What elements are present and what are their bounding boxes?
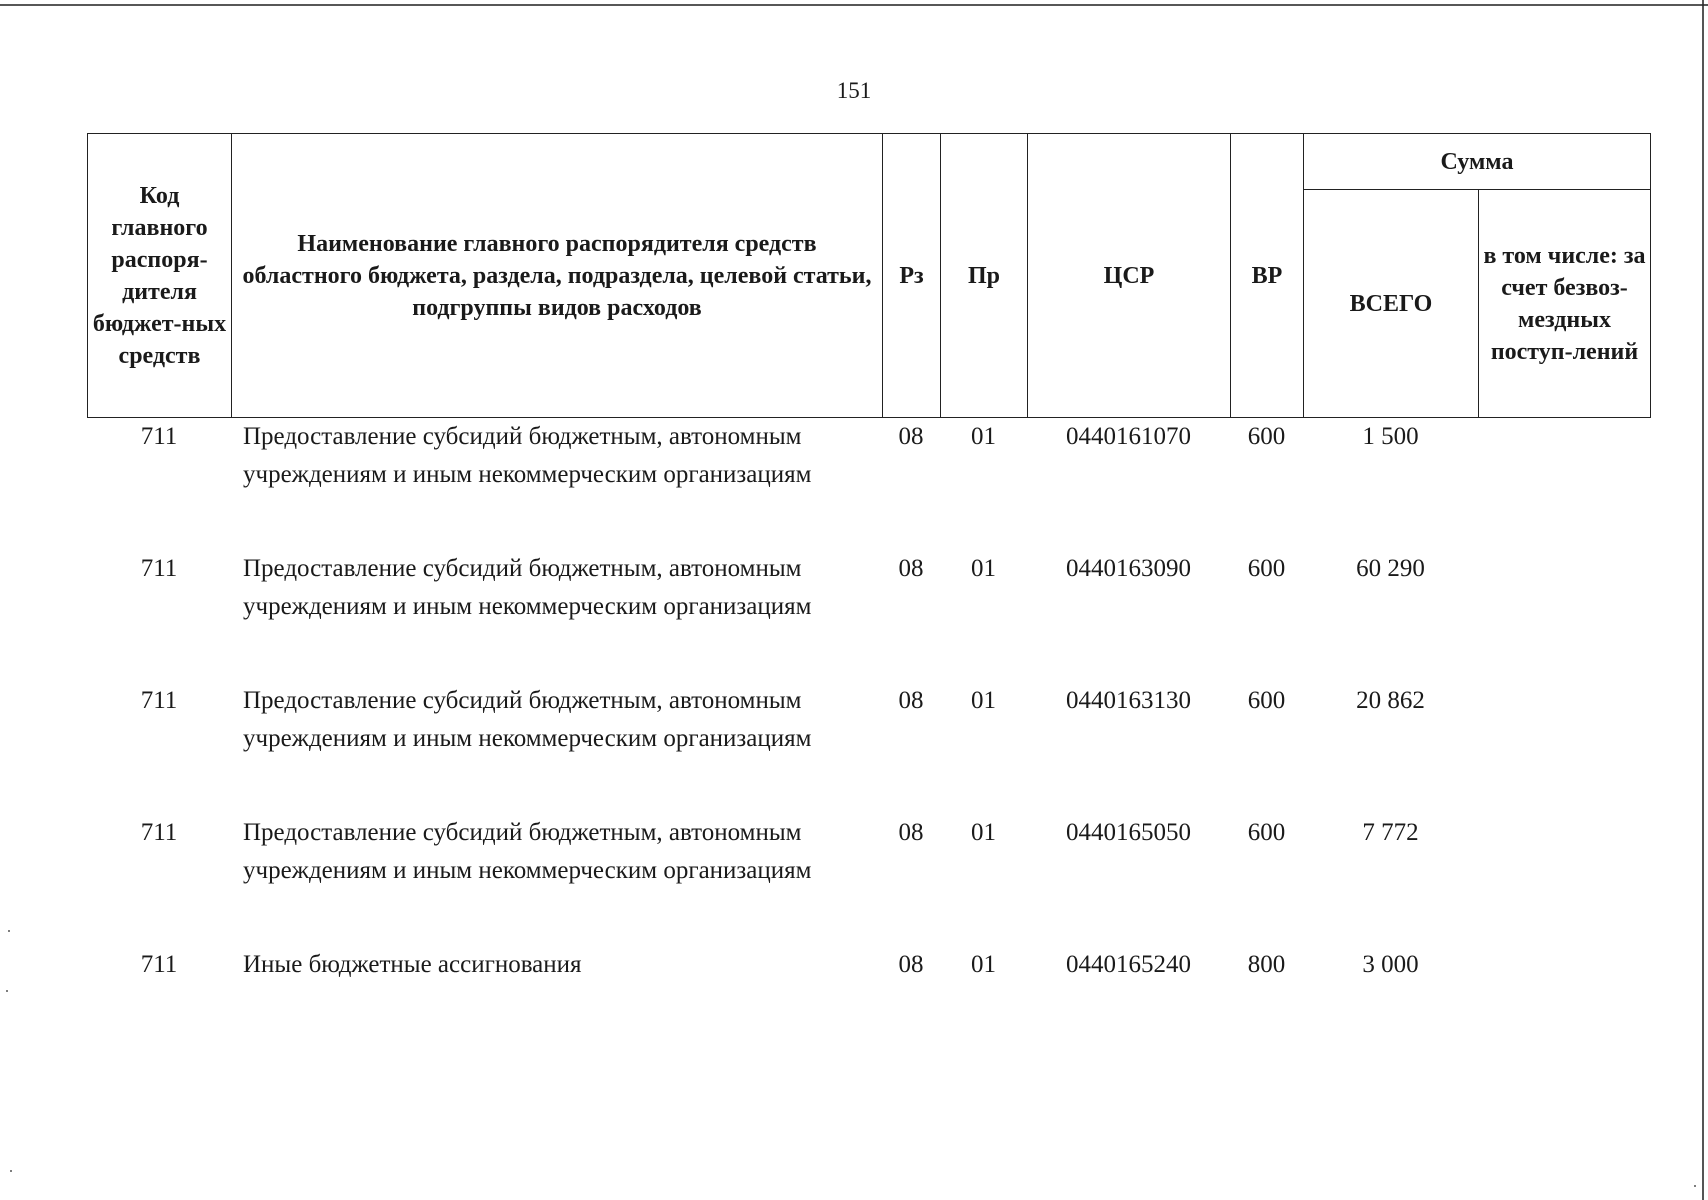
header-csr: ЦСР bbox=[1028, 134, 1231, 418]
cell-rz: 08 bbox=[898, 819, 924, 846]
cell-name: Предоставление субсидий бюджетным, автономным учреждениям и иным некоммерческим организациям bbox=[243, 819, 812, 884]
scan-border-top bbox=[0, 4, 1708, 6]
cell-csr: 0440163090 bbox=[1066, 555, 1191, 582]
header-sum: Сумма bbox=[1304, 134, 1651, 190]
header-rz: Рз bbox=[883, 134, 941, 418]
cell-name: Предоставление субсидий бюджетным, автономным учреждениям и иным некоммерческим организациям bbox=[243, 423, 812, 488]
header-pr: Пр bbox=[941, 134, 1028, 418]
cell-total: 60 290 bbox=[1356, 555, 1425, 582]
cell-pr: 01 bbox=[971, 951, 996, 978]
cell-csr: 0440161070 bbox=[1066, 423, 1191, 450]
cell-vr: 600 bbox=[1247, 555, 1286, 582]
table-row bbox=[87, 946, 1650, 1006]
cell-rz: 08 bbox=[898, 555, 924, 582]
cell-pr: 01 bbox=[971, 555, 996, 582]
table-header bbox=[87, 133, 1651, 418]
cell-total: 3 000 bbox=[1362, 951, 1419, 978]
scan-speck bbox=[1694, 1185, 1696, 1187]
cell-name: Предоставление субсидий бюджетным, автономным учреждениям и иным некоммерческим организациям bbox=[243, 555, 812, 620]
cell-csr: 0440163130 bbox=[1066, 687, 1191, 714]
cell-name: Предоставление субсидий бюджетным, автономным учреждениям и иным некоммерческим организациям bbox=[243, 687, 812, 752]
cell-pr: 01 bbox=[971, 423, 996, 450]
cell-rz: 08 bbox=[898, 951, 924, 978]
cell-csr: 0440165050 bbox=[1066, 819, 1191, 846]
header-vr: ВР bbox=[1231, 134, 1304, 418]
cell-vr: 600 bbox=[1247, 423, 1286, 450]
page-number: 151 bbox=[836, 78, 872, 103]
cell-code: 711 bbox=[140, 555, 178, 582]
header-free: в том числе: за счет безвоз-мездных поступ-лений bbox=[1479, 190, 1651, 418]
cell-code: 711 bbox=[140, 423, 178, 450]
cell-name: Иные бюджетные ассигнования bbox=[243, 951, 582, 978]
cell-pr: 01 bbox=[971, 687, 996, 714]
scan-border-right bbox=[1702, 0, 1704, 1200]
table-row bbox=[87, 814, 1650, 946]
cell-code: 711 bbox=[140, 951, 178, 978]
cell-vr: 600 bbox=[1247, 687, 1286, 714]
cell-code: 711 bbox=[140, 819, 178, 846]
cell-vr: 800 bbox=[1247, 951, 1286, 978]
cell-rz: 08 bbox=[898, 687, 924, 714]
cell-total: 1 500 bbox=[1362, 423, 1419, 450]
table-body bbox=[87, 418, 1650, 1006]
table-row bbox=[87, 550, 1650, 682]
cell-pr: 01 bbox=[971, 819, 996, 846]
scan-speck bbox=[10, 1170, 12, 1172]
cell-vr: 600 bbox=[1247, 819, 1286, 846]
table-row bbox=[87, 418, 1650, 550]
header-code: Код главного распоря-дителя бюджет-ных средств bbox=[88, 134, 232, 418]
cell-total: 7 772 bbox=[1362, 819, 1419, 846]
header-total: ВСЕГО bbox=[1304, 190, 1479, 418]
cell-code: 711 bbox=[140, 687, 178, 714]
table-row bbox=[87, 682, 1650, 814]
header-name: Наименование главного распорядителя средств областного бюджета, раздела, подраздела, целевой статьи, подгруппы видов расходов bbox=[232, 134, 883, 418]
scan-speck bbox=[6, 990, 8, 992]
cell-rz: 08 bbox=[898, 423, 924, 450]
scan-speck bbox=[8, 930, 10, 932]
cell-csr: 0440165240 bbox=[1066, 951, 1191, 978]
cell-total: 20 862 bbox=[1356, 687, 1425, 714]
